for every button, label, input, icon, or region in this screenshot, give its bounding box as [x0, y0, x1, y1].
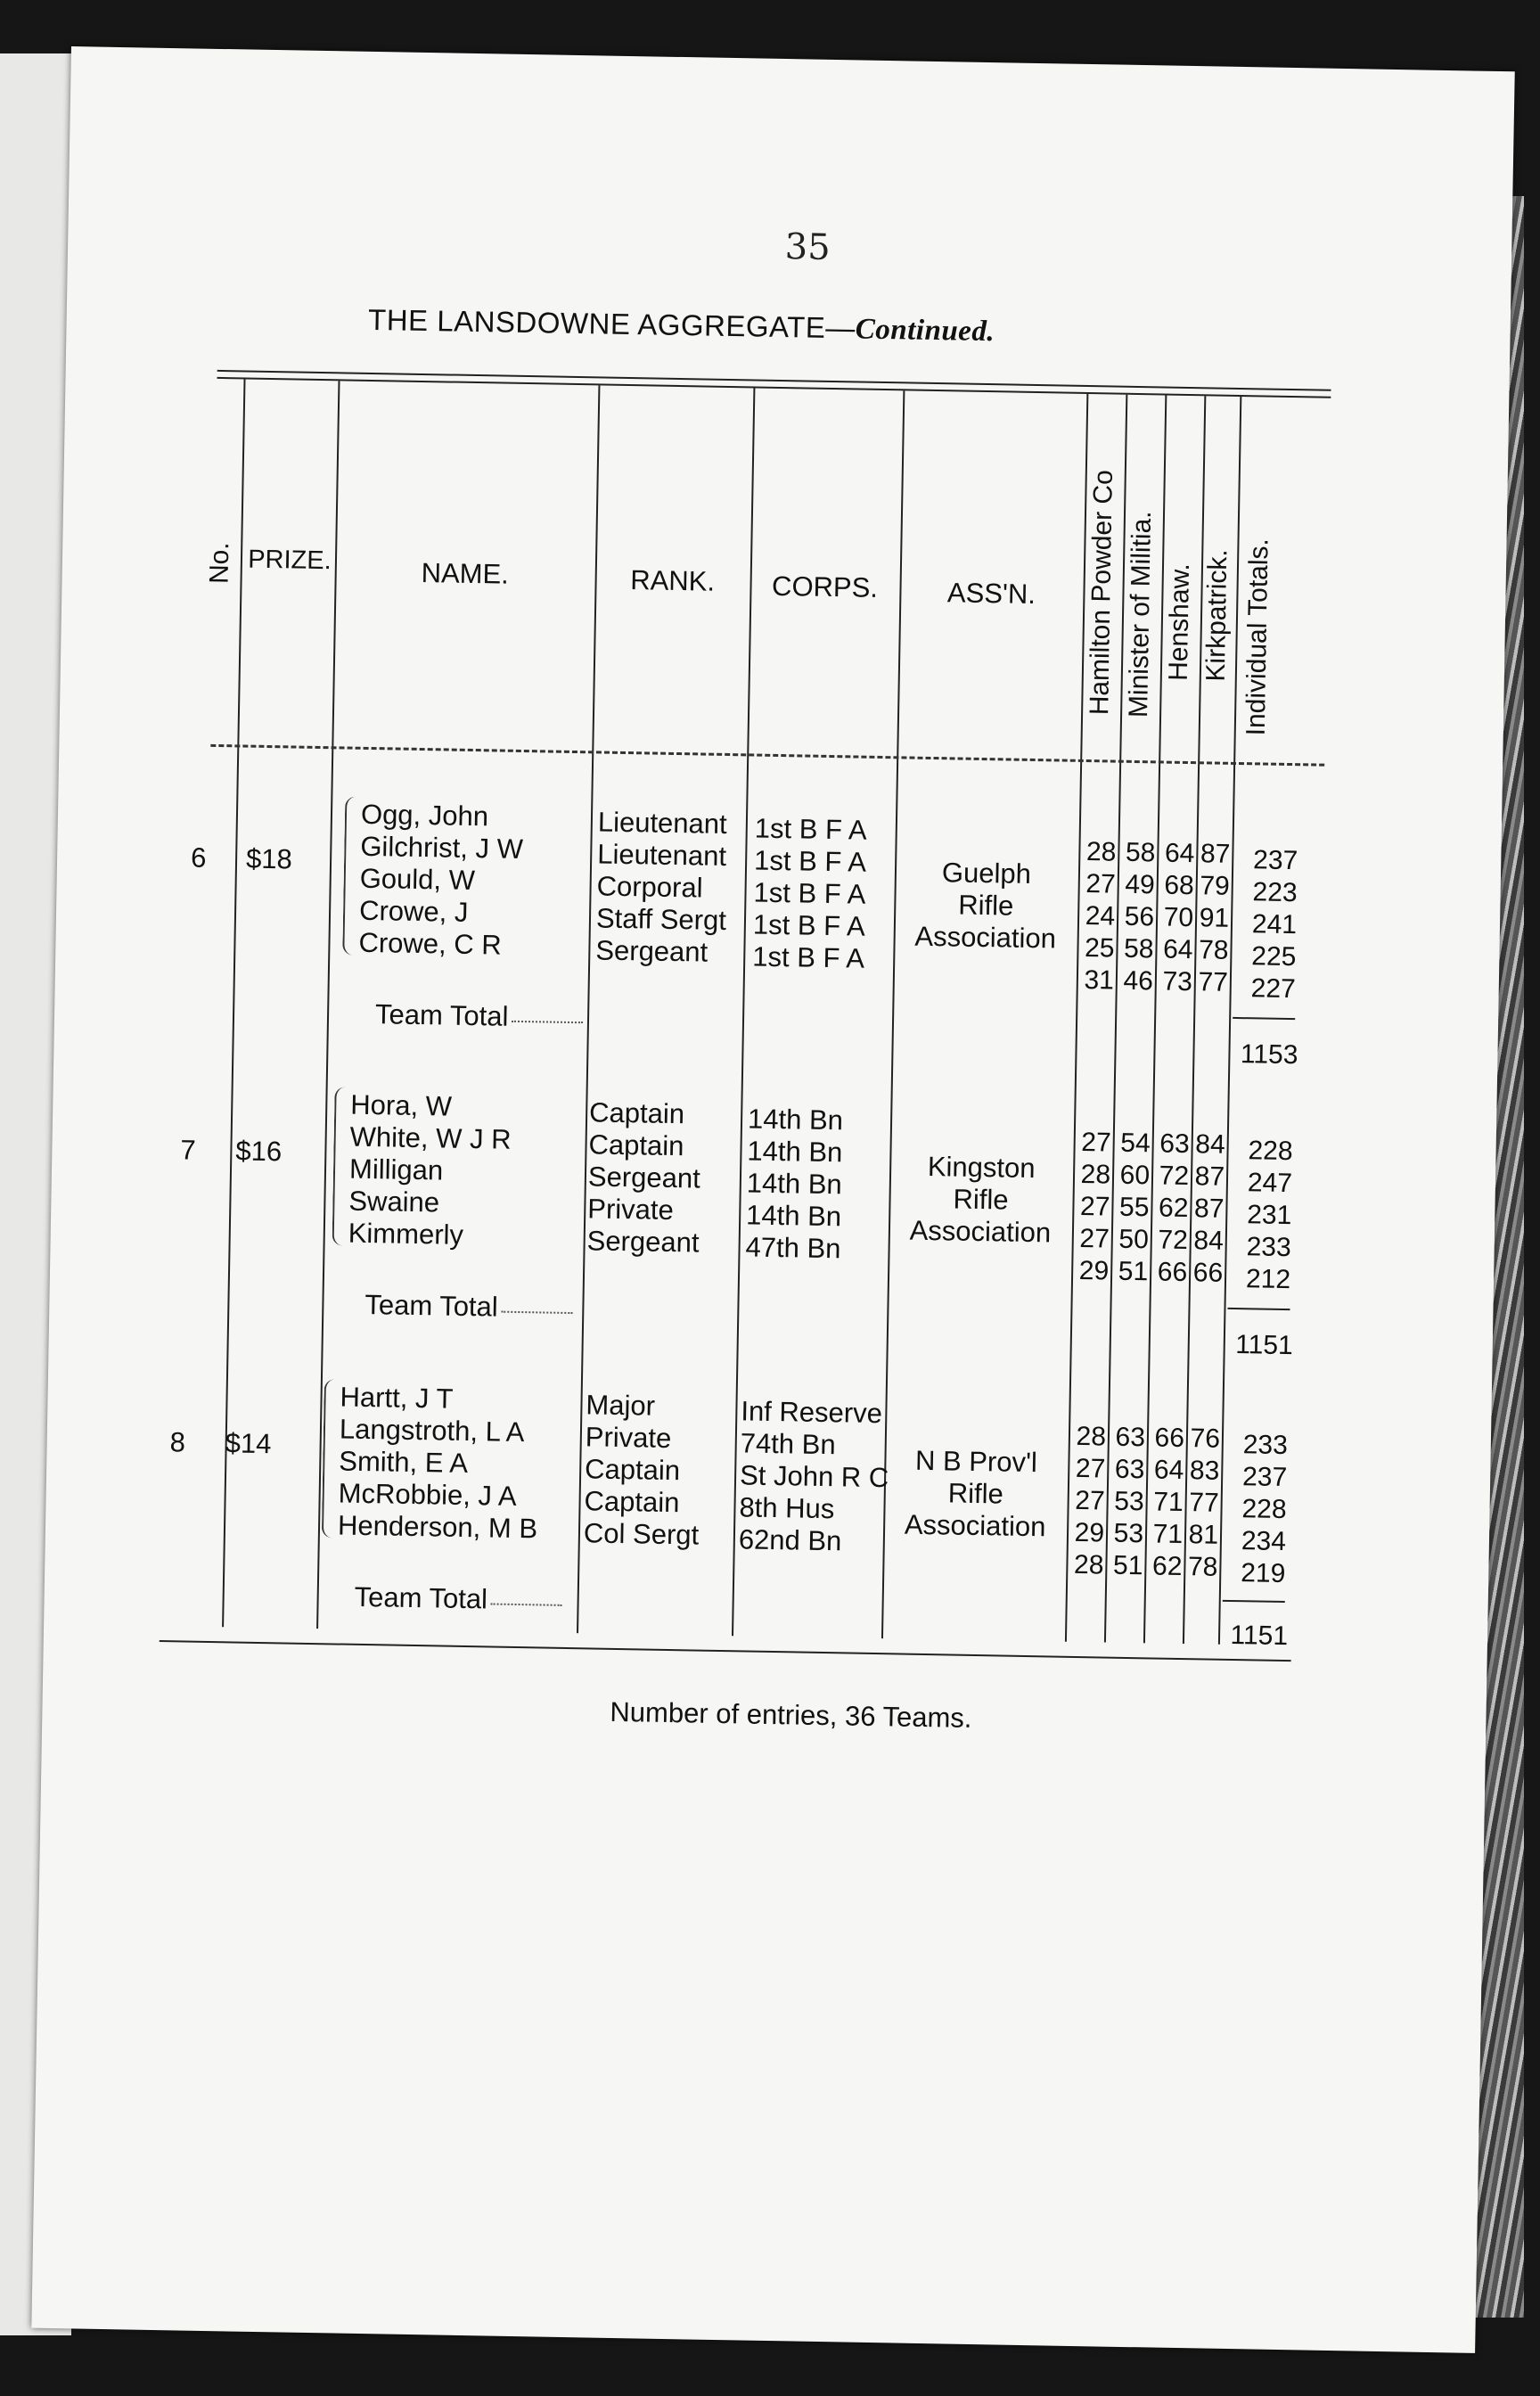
individual-total: 219 — [1240, 1558, 1286, 1589]
score-hamilton: 31 — [1084, 965, 1115, 996]
member-rank: Lieutenant — [597, 806, 727, 840]
header-name: NAME. — [421, 556, 510, 590]
score-hamilton: 27 — [1081, 1127, 1111, 1158]
score-kirkpatrick: 77 — [1189, 1488, 1219, 1518]
score-kirkpatrick: 83 — [1189, 1456, 1220, 1486]
score-kirkpatrick: 87 — [1193, 1194, 1225, 1224]
page-number: 35 — [784, 226, 831, 268]
individual-total: 225 — [1251, 941, 1297, 972]
score-henshaw: 62 — [1151, 1551, 1183, 1582]
header-individual-totals: Individual Totals. — [1241, 537, 1274, 736]
team-total: 1151 — [1230, 1620, 1289, 1652]
individual-total: 231 — [1246, 1200, 1292, 1231]
score-hamilton: 28 — [1085, 837, 1117, 867]
team-brace — [332, 1087, 349, 1245]
member-name: Henderson, M B — [337, 1509, 538, 1545]
member-name: Smith, E A — [339, 1445, 469, 1480]
member-name: White, W J R — [349, 1120, 512, 1155]
team-total-text: Team Total — [365, 1288, 499, 1323]
score-henshaw: 73 — [1162, 966, 1193, 997]
page-title — [173, 300, 1190, 352]
score-minister: 55 — [1118, 1192, 1150, 1223]
score-kirkpatrick: 91 — [1199, 903, 1230, 933]
individual-total: 228 — [1248, 1136, 1293, 1167]
member-name: Langstroth, L A — [339, 1413, 525, 1448]
score-kirkpatrick: 87 — [1194, 1161, 1225, 1192]
score-kirkpatrick: 78 — [1198, 935, 1229, 965]
member-name: Ogg, John — [360, 798, 489, 833]
score-hamilton: 27 — [1079, 1191, 1110, 1222]
member-corps: 14th Bn — [745, 1199, 842, 1233]
header-no: No. — [204, 542, 235, 585]
member-name: Milligan — [348, 1153, 444, 1186]
member-name: Gould, W — [359, 862, 476, 897]
team-total: 1151 — [1234, 1330, 1294, 1361]
member-name: McRobbie, J A — [338, 1477, 517, 1512]
score-kirkpatrick: 77 — [1198, 967, 1229, 997]
member-name: Swaine — [348, 1185, 440, 1219]
individual-total: 227 — [1250, 973, 1297, 1005]
member-corps: 1st B F A — [753, 844, 867, 878]
score-minister: 54 — [1120, 1128, 1151, 1159]
score-henshaw: 63 — [1159, 1128, 1190, 1160]
score-minister: 56 — [1124, 901, 1155, 932]
team-prize: $16 — [235, 1135, 283, 1168]
individual-total: 237 — [1241, 1462, 1288, 1493]
assn-line: Kingston — [927, 1150, 1036, 1185]
header-prize: PRIZE. — [247, 545, 332, 576]
member-rank: Captain — [588, 1128, 684, 1162]
header-assn: ASS'N. — [946, 577, 1036, 610]
individual-total: 228 — [1241, 1494, 1287, 1525]
header-kirkpatrick: Kirkpatrick. — [1200, 548, 1233, 682]
score-henshaw: 71 — [1153, 1487, 1184, 1518]
member-rank: Major — [586, 1389, 656, 1422]
header-minister: Minister of Militia. — [1124, 511, 1158, 718]
score-kirkpatrick: 87 — [1200, 839, 1231, 869]
member-corps: 8th Hus — [739, 1491, 835, 1525]
score-kirkpatrick: 84 — [1193, 1226, 1225, 1256]
score-henshaw: 64 — [1162, 934, 1193, 965]
assn-line: Guelph — [941, 857, 1032, 890]
score-hamilton: 27 — [1075, 1453, 1106, 1484]
score-henshaw: 64 — [1164, 838, 1195, 869]
score-minister: 50 — [1118, 1224, 1150, 1255]
score-minister: 60 — [1119, 1160, 1151, 1191]
score-minister: 58 — [1125, 837, 1156, 868]
member-name: Crowe, C R — [358, 926, 502, 961]
score-henshaw: 64 — [1153, 1455, 1184, 1486]
team-no: 7 — [180, 1134, 196, 1166]
assn-line: Association — [914, 920, 1057, 955]
member-rank: Col Sergt — [583, 1517, 700, 1551]
member-corps: 14th Bn — [746, 1167, 843, 1201]
member-corps: 47th Bn — [745, 1231, 841, 1265]
subtotal-rule — [1223, 1600, 1285, 1603]
member-rank: Sergeant — [586, 1225, 700, 1259]
score-minister: 51 — [1118, 1256, 1149, 1287]
member-rank: Captain — [584, 1485, 680, 1519]
leader-dots — [512, 1021, 583, 1023]
score-henshaw: 72 — [1158, 1225, 1189, 1256]
assn-line: Rifle — [947, 1477, 1004, 1510]
score-minister: 46 — [1123, 965, 1154, 997]
score-kirkpatrick: 76 — [1190, 1424, 1221, 1454]
score-henshaw: 71 — [1152, 1519, 1184, 1550]
individual-total: 241 — [1251, 909, 1298, 940]
individual-total: 233 — [1242, 1430, 1289, 1461]
member-rank: Staff Sergt — [595, 902, 727, 936]
score-henshaw: 66 — [1154, 1423, 1185, 1454]
score-kirkpatrick: 84 — [1195, 1129, 1225, 1160]
score-henshaw: 70 — [1163, 902, 1194, 933]
individual-total: 223 — [1252, 877, 1298, 908]
score-hamilton: 28 — [1076, 1421, 1107, 1452]
score-hamilton: 29 — [1078, 1255, 1110, 1286]
member-rank: Corporal — [596, 870, 703, 904]
score-kirkpatrick: 78 — [1187, 1552, 1218, 1582]
subtotal-rule — [1227, 1308, 1290, 1310]
score-hamilton: 28 — [1080, 1159, 1111, 1190]
score-henshaw: 72 — [1159, 1161, 1190, 1192]
document-page — [31, 46, 1514, 2353]
member-rank: Private — [587, 1193, 675, 1227]
team-prize: $18 — [245, 842, 293, 875]
score-henshaw: 66 — [1157, 1257, 1188, 1288]
member-rank: Captain — [584, 1453, 681, 1487]
team-total: 1153 — [1240, 1039, 1298, 1071]
header-corps: CORPS. — [771, 570, 879, 603]
title-main: THE LANSDOWNE AGGREGATE— — [367, 302, 856, 345]
score-henshaw: 68 — [1164, 870, 1195, 901]
score-kirkpatrick: 81 — [1188, 1520, 1219, 1550]
individual-total: 237 — [1252, 845, 1298, 876]
individual-total: 247 — [1247, 1168, 1293, 1199]
member-rank: Sergeant — [595, 934, 709, 968]
header-rank: RANK. — [629, 564, 716, 597]
member-rank: Private — [585, 1421, 672, 1455]
member-corps: 14th Bn — [747, 1103, 844, 1136]
team-total-label — [365, 1289, 573, 1325]
score-minister: 58 — [1123, 933, 1154, 964]
member-name: Gilchrist, J W — [360, 830, 524, 866]
entries-note: Number of entries, 36 Teams. — [610, 1695, 972, 1734]
member-corps: 62nd Bn — [738, 1523, 842, 1557]
header-hamilton: Hamilton Powder Co — [1085, 469, 1118, 716]
team-total-text: Team Total — [374, 998, 509, 1032]
individual-total: 212 — [1245, 1264, 1291, 1295]
member-corps: 1st B F A — [754, 812, 867, 846]
member-name: Hora, W — [350, 1088, 453, 1122]
team-total-text: Team Total — [354, 1580, 488, 1615]
assn-line: Association — [909, 1214, 1052, 1249]
assn-line: Rifle — [953, 1183, 1009, 1216]
score-minister: 51 — [1112, 1550, 1143, 1581]
member-corps: 1st B F A — [753, 876, 866, 910]
title-suffix: Continued. — [855, 313, 995, 349]
score-minister: 53 — [1113, 1518, 1144, 1549]
score-kirkpatrick: 66 — [1192, 1258, 1224, 1288]
member-corps: Inf Reserve — [741, 1395, 883, 1430]
score-kirkpatrick: 79 — [1200, 871, 1231, 901]
team-no: 8 — [169, 1426, 186, 1458]
subtotal-rule — [1233, 1017, 1295, 1020]
assn-line: Rifle — [958, 889, 1014, 922]
assn-line: N B Prov'l — [914, 1444, 1038, 1479]
score-henshaw: 62 — [1158, 1193, 1189, 1224]
score-hamilton: 25 — [1084, 933, 1115, 964]
score-hamilton: 28 — [1073, 1549, 1104, 1580]
leader-dots — [491, 1604, 562, 1606]
member-corps: 1st B F A — [752, 908, 865, 942]
individual-total: 234 — [1241, 1526, 1287, 1557]
header-rule — [210, 744, 1324, 767]
score-minister: 53 — [1114, 1486, 1144, 1517]
member-corps: 74th Bn — [740, 1427, 836, 1461]
score-minister: 49 — [1125, 869, 1156, 900]
member-name: Hartt, J T — [340, 1381, 454, 1415]
score-hamilton: 27 — [1085, 869, 1117, 899]
team-brace — [322, 1379, 339, 1538]
team-total-label — [354, 1581, 562, 1617]
score-hamilton: 29 — [1074, 1517, 1105, 1548]
bottom-rule — [160, 1640, 1291, 1662]
score-hamilton: 27 — [1079, 1223, 1110, 1254]
member-name: Kimmerly — [348, 1217, 464, 1251]
member-corps: 14th Bn — [747, 1135, 843, 1169]
score-minister: 63 — [1115, 1422, 1146, 1453]
team-brace — [342, 797, 359, 956]
header-henshaw: Henshaw. — [1163, 562, 1196, 682]
leader-dots — [502, 1311, 573, 1314]
team-prize: $14 — [225, 1427, 272, 1460]
score-minister: 63 — [1114, 1454, 1145, 1485]
member-corps: St John R C — [739, 1459, 889, 1494]
team-no: 6 — [190, 841, 207, 874]
assn-line: Association — [904, 1508, 1046, 1543]
score-hamilton: 24 — [1085, 901, 1116, 931]
score-hamilton: 27 — [1075, 1485, 1105, 1516]
member-corps: 1st B F A — [751, 940, 865, 974]
team-total-label — [375, 998, 584, 1034]
individual-total: 233 — [1246, 1232, 1291, 1263]
member-name: Crowe, J — [358, 894, 469, 928]
member-rank: Captain — [588, 1096, 685, 1130]
member-rank: Lieutenant — [596, 838, 727, 872]
member-rank: Sergeant — [587, 1161, 701, 1194]
